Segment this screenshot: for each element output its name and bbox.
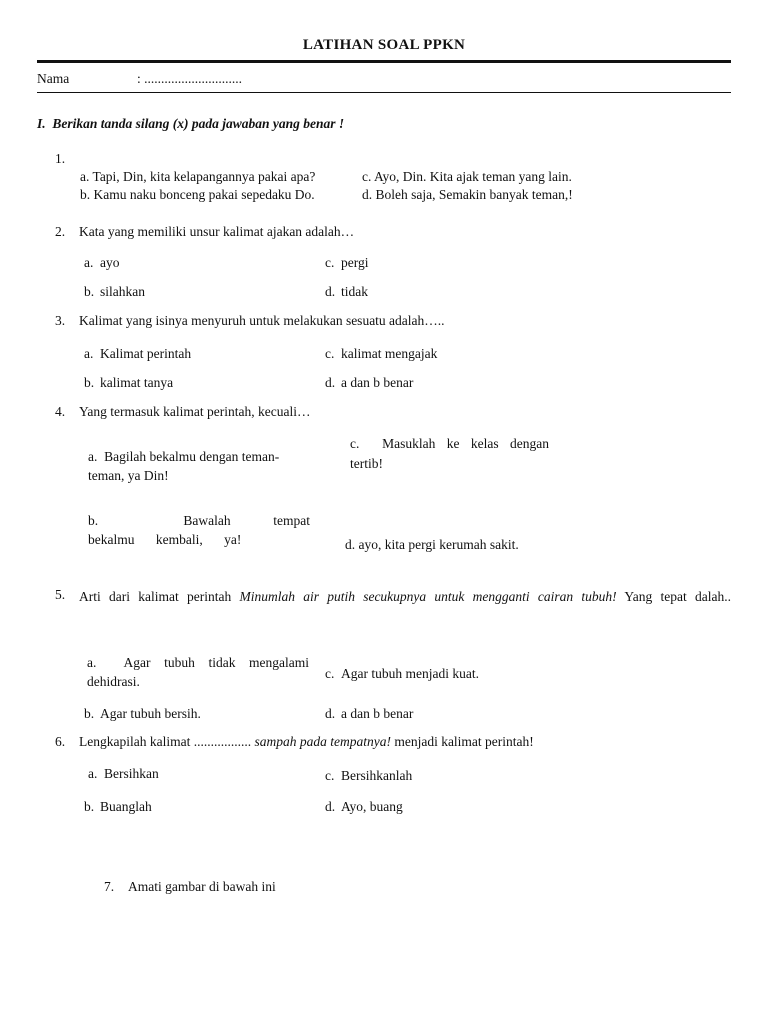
option-letter: b. [84, 284, 95, 299]
option-letter: c. [325, 255, 335, 270]
section-instruction: Berikan tanda silang (x) pada jawaban yang benar ! [52, 116, 345, 131]
question-1-number: 1. [55, 151, 66, 166]
option-letter: d. [325, 706, 336, 721]
question-text-plain: Arti dari kalimat perintah [79, 589, 232, 604]
option-letter: b. [84, 799, 95, 814]
question-number: 7. [104, 879, 115, 894]
q1-option-b[interactable] [80, 187, 315, 203]
q6-option-a[interactable] [88, 766, 159, 782]
option-letter: c. [362, 169, 372, 184]
option-text: Bersihkanlah [341, 768, 413, 783]
option-text: Ayo, buang [341, 799, 403, 814]
option-letter: c. [325, 346, 335, 361]
q4-option-a[interactable] [88, 447, 310, 485]
option-letter: d. [325, 375, 336, 390]
option-letter: d. [325, 799, 336, 814]
option-letter: a. [80, 169, 90, 184]
q5-option-c[interactable] [325, 666, 479, 682]
q3-option-c[interactable] [325, 346, 437, 362]
option-text: Agar tubuh tidak mengalami dehidrasi. [87, 655, 310, 689]
question-number: 4. [55, 404, 66, 419]
question-text-suffix: menjadi kalimat perintah! [394, 734, 534, 749]
question-blank[interactable]: ................. [193, 734, 252, 749]
question-7 [104, 879, 276, 895]
option-letter: a. [84, 346, 94, 361]
q3-option-d[interactable] [325, 375, 413, 391]
question-number: 6. [55, 734, 66, 749]
option-text: Boleh saja, Semakin banyak teman,! [375, 187, 573, 202]
option-text: Agar tubuh menjadi kuat. [341, 666, 479, 681]
option-letter: b. [88, 513, 99, 528]
question-number: 3. [55, 313, 66, 328]
q1-option-d[interactable] [362, 187, 573, 203]
option-letter: d. [325, 284, 336, 299]
section-heading [37, 116, 344, 132]
question-text: Amati gambar di bawah ini [128, 879, 276, 894]
option-text: ayo, kita pergi kerumah sakit. [358, 537, 519, 552]
option-letter: a. [88, 449, 98, 464]
option-text: Bersihkan [104, 766, 159, 781]
option-text: Bagilah bekalmu dengan teman-teman, ya Din! [88, 449, 280, 483]
option-letter: a. [88, 766, 98, 781]
q2-option-a[interactable] [84, 255, 120, 271]
question-text-plain: Lengkapilah kalimat [79, 734, 191, 749]
question-text: Yang termasuk kalimat perintah, kecuali… [79, 404, 311, 419]
q4-option-c[interactable] [350, 434, 549, 474]
q4-option-d[interactable] [345, 537, 519, 553]
option-text: Ayo, Din. Kita ajak teman yang lain. [374, 169, 572, 184]
option-text: Masuklah ke kelas dengan tertib! [350, 436, 549, 471]
option-text: kalimat mengajak [341, 346, 438, 361]
q3-option-b[interactable] [84, 375, 173, 391]
question-text-suffix: Yang tepat dalah.. [624, 589, 731, 604]
question-4 [55, 404, 310, 420]
option-text: Agar tubuh bersih. [100, 706, 201, 721]
q3-option-a[interactable] [84, 346, 191, 362]
q2-option-b[interactable] [84, 284, 145, 300]
option-letter: b. [80, 187, 91, 202]
q5-option-b[interactable] [84, 706, 201, 722]
question-3 [55, 313, 445, 329]
q6-option-b[interactable] [84, 799, 152, 815]
question-text-italic: Minumlah air putih secukupnya untuk mengganti cairan tubuh! [239, 589, 617, 604]
q6-option-d[interactable] [325, 799, 403, 815]
option-text: Bawalah tempat bekalmu kembali, ya! [88, 513, 311, 547]
option-letter: b. [84, 375, 95, 390]
question-text: Kata yang memiliki unsur kalimat ajakan adalah… [79, 224, 355, 239]
q1-option-a[interactable] [80, 169, 315, 185]
header-divider-thick [37, 60, 731, 63]
q1-option-c[interactable] [362, 169, 572, 185]
option-text: kalimat tanya [100, 375, 174, 390]
q6-option-c[interactable] [325, 768, 412, 784]
question-6 [55, 734, 534, 750]
question-number: 2. [55, 224, 66, 239]
option-text: ayo [100, 255, 120, 270]
option-letter: d. [362, 187, 373, 202]
option-letter: d. [345, 537, 356, 552]
option-letter: a. [87, 655, 97, 670]
option-text: Kamu naku bonceng pakai sepedaku Do. [93, 187, 315, 202]
option-letter: a. [84, 255, 94, 270]
option-text: tidak [341, 284, 368, 299]
nama-label: Nama [37, 71, 70, 86]
option-text: Tapi, Din, kita kelapangannya pakai apa? [92, 169, 316, 184]
q2-option-c[interactable] [325, 255, 369, 271]
option-text: Kalimat perintah [100, 346, 192, 361]
section-number: I. [37, 116, 46, 131]
question-text-italic: sampah pada tempatnya! [254, 734, 391, 749]
question-text: Kalimat yang isinya menyuruh untuk melakukan sesuatu adalah….. [79, 313, 445, 328]
option-text: Buanglah [100, 799, 152, 814]
header-divider-thin [37, 92, 731, 93]
q5-option-d[interactable] [325, 706, 413, 722]
nama-field[interactable]: : ............................. [137, 71, 243, 86]
q5-option-a[interactable] [87, 653, 309, 691]
option-text: pergi [341, 255, 369, 270]
question-5-number: 5. [55, 587, 66, 602]
q4-option-b[interactable] [88, 511, 310, 549]
page-title: LATIHAN SOAL PPKN [302, 37, 466, 53]
option-letter: c. [325, 768, 335, 783]
question-2 [55, 224, 354, 240]
option-letter: c. [350, 436, 360, 451]
option-letter: c. [325, 666, 335, 681]
option-letter: b. [84, 706, 95, 721]
question-5-text [79, 587, 731, 606]
option-text: a dan b benar [341, 375, 414, 390]
q2-option-d[interactable] [325, 284, 368, 300]
option-text: a dan b benar [341, 706, 414, 721]
option-text: silahkan [100, 284, 145, 299]
